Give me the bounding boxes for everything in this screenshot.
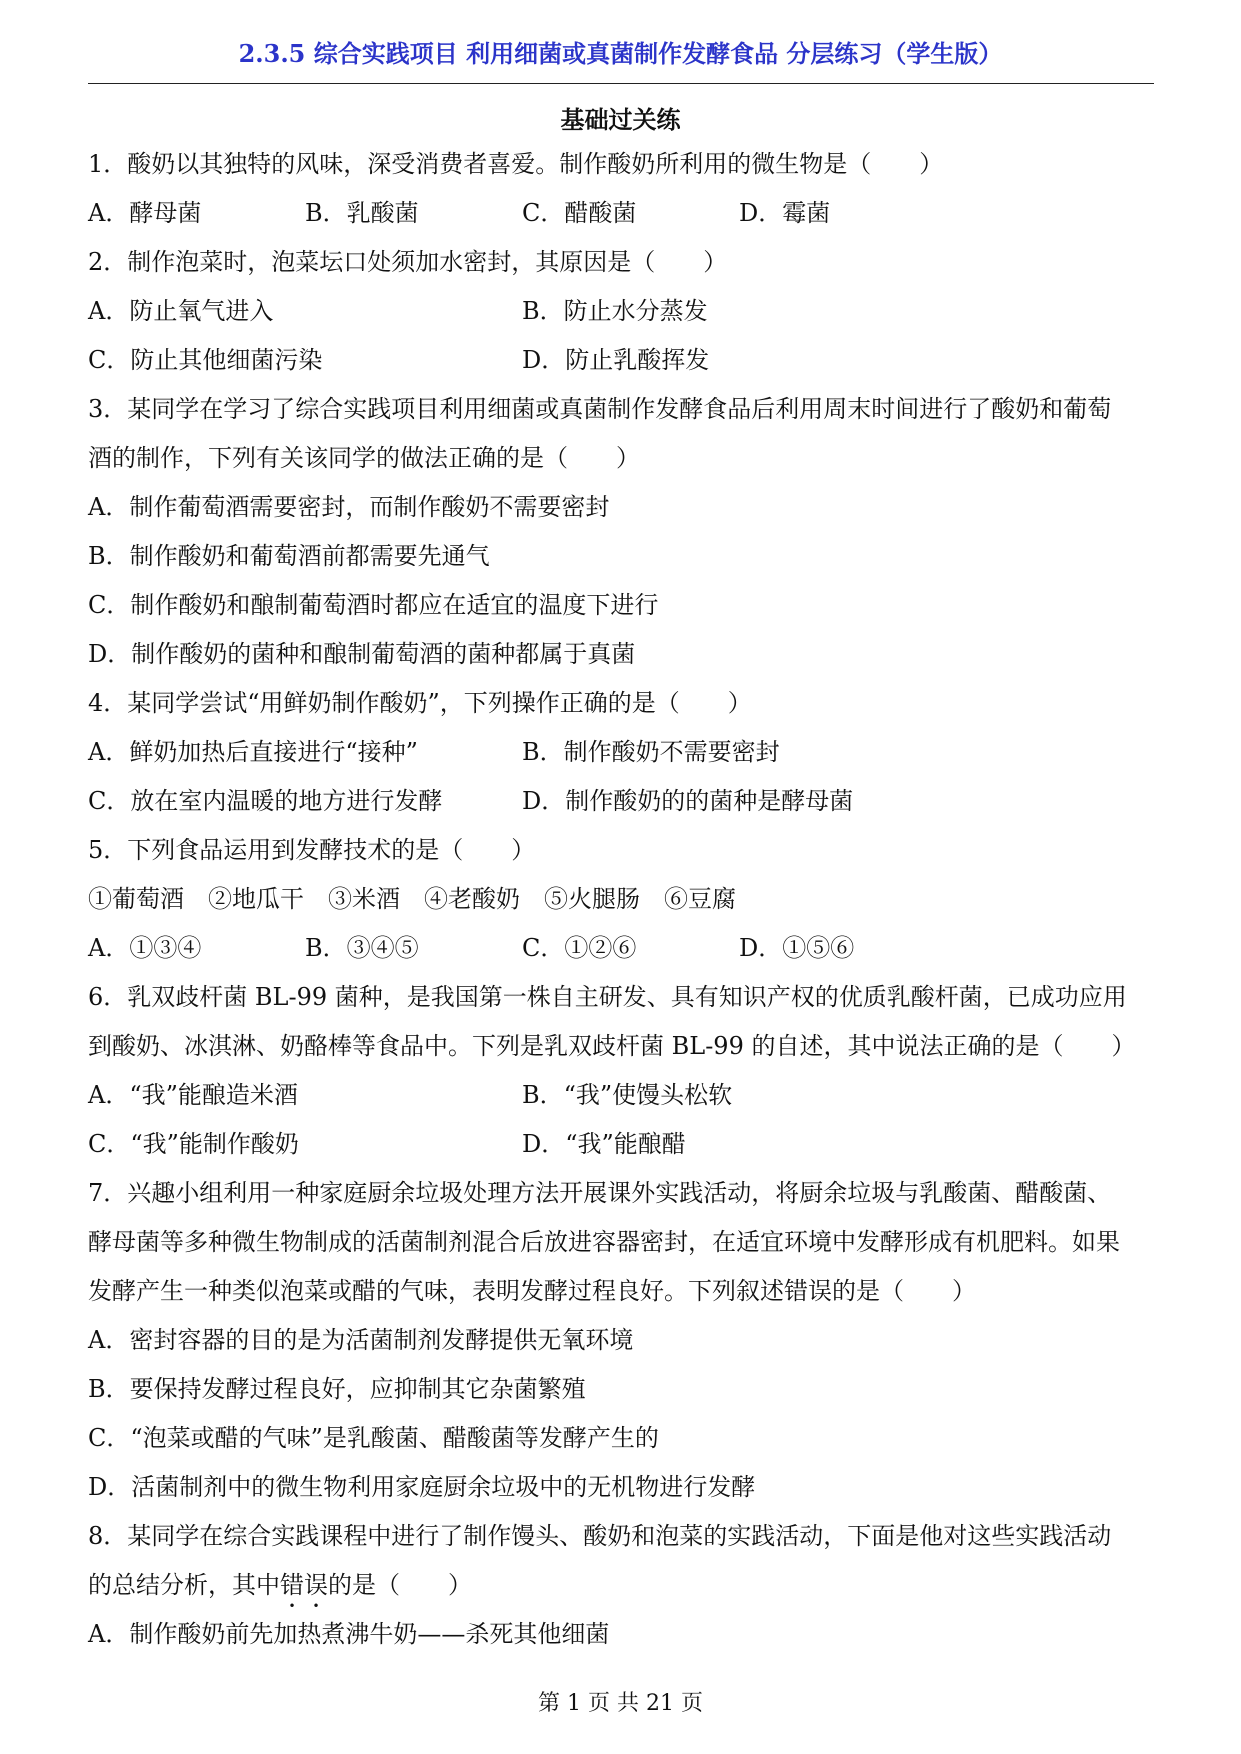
q5-option-d: D．①⑤⑥ — [739, 934, 855, 962]
question-6-options-row2 — [88, 1120, 1154, 1169]
question-6-options-row1 — [88, 1071, 1154, 1120]
question-7-stem-line1: 7．兴趣小组利用一种家庭厨余垃圾处理方法开展课外实践活动，将厨余垃圾与乳酸菌、醋酸菌、 — [88, 1179, 1112, 1207]
q3-option-c: C．制作酸奶和酿制葡萄酒时都应在适宜的温度下进行 — [88, 591, 659, 619]
q3-option-d: D．制作酸奶的菌种和酿制葡萄酒的菌种都属于真菌 — [88, 640, 636, 668]
q4-option-d: D．制作酸奶的的菌种是酵母菌 — [522, 787, 854, 815]
q6-option-d: D．“我”能酿醋 — [522, 1130, 686, 1158]
q1-option-c: C．醋酸菌 — [522, 199, 637, 227]
question-6-stem-line1: 6．乳双歧杆菌 BL-99 菌种，是我国第一株自主研发、具有知识产权的优质乳酸杆菌，已成功应用 — [88, 983, 1127, 1011]
header-divider — [88, 83, 1154, 84]
q5-option-b: B．③④⑤ — [305, 934, 419, 962]
q5-option-c: C．①②⑥ — [522, 934, 637, 962]
question-3-stem-line1: 3．某同学在学习了综合实践项目利用细菌或真菌制作发酵食品后利用周末时间进行了酸奶和葡萄 — [88, 395, 1112, 423]
question-8-stem-line2 — [88, 1561, 1154, 1610]
q6-option-a: A．“我”能酿造米酒 — [88, 1081, 298, 1109]
q1-option-b: B．乳酸菌 — [305, 199, 419, 227]
q2-option-c: C．防止其他细菌污染 — [88, 346, 323, 374]
q8-option-a: A．制作酸奶前先加热煮沸牛奶——杀死其他细菌 — [88, 1620, 610, 1648]
section-title: 基础过关练 — [560, 105, 681, 134]
q2-option-d: D．防止乳酸挥发 — [522, 346, 710, 374]
question-2-options-row2 — [88, 336, 1154, 385]
question-2-stem: 2．制作泡菜时，泡菜坛口处须加水密封，其原因是（ ） — [88, 248, 728, 276]
q7-option-b: B．要保持发酵过程良好，应抑制其它杂菌繁殖 — [88, 1375, 586, 1403]
q4-option-b: B．制作酸奶不需要密封 — [522, 738, 780, 766]
q4-option-c: C．放在室内温暖的地方进行发酵 — [88, 787, 443, 815]
q4-option-a: A．鲜奶加热后直接进行“接种” — [88, 738, 418, 766]
question-8-stem-line1: 8．某同学在综合实践课程中进行了制作馒头、酸奶和泡菜的实践活动，下面是他对这些实践活动 — [88, 1522, 1112, 1550]
q1-option-a: A．酵母菌 — [88, 199, 202, 227]
question-4-options-row1 — [88, 728, 1154, 777]
q7-option-a: A．密封容器的目的是为活菌制剂发酵提供无氧环境 — [88, 1326, 634, 1354]
question-1-stem: 1．酸奶以其独特的风味，深受消费者喜爱。制作酸奶所利用的微生物是（ ） — [88, 150, 944, 178]
question-5-stem: 5．下列食品运用到发酵技术的是（ ） — [88, 836, 536, 864]
question-2-options-row1 — [88, 287, 1154, 336]
q3-option-b: B．制作酸奶和葡萄酒前都需要先通气 — [88, 542, 490, 570]
q2-option-b: B．防止水分蒸发 — [522, 297, 708, 325]
question-1-options — [88, 189, 1154, 238]
question-6-stem-line2: 到酸奶、冰淇淋、奶酪棒等食品中。下列是乳双歧杆菌 BL-99 的自述，其中说法正确的是（ ） — [88, 1032, 1136, 1060]
q1-option-d: D．霉菌 — [739, 199, 831, 227]
question-3-stem-line2: 酒的制作，下列有关该同学的做法正确的是（ ） — [88, 444, 640, 472]
q8-stem-before: 的总结分析，其中 — [88, 1571, 280, 1599]
q8-emphasis-word: 错误 — [280, 1571, 328, 1599]
question-7-stem-line2: 酵母菌等多种微生物制成的活菌制剂混合后放进容器密封，在适宜环境中发酵形成有机肥料。如果 — [88, 1228, 1120, 1256]
q7-option-c: C．“泡菜或醋的气味”是乳酸菌、醋酸菌等发酵产生的 — [88, 1424, 659, 1452]
question-4-stem: 4．某同学尝试“用鲜奶制作酸奶”，下列操作正确的是（ ） — [88, 689, 752, 717]
q8-stem-after: 的是（ ） — [328, 1571, 472, 1599]
q6-option-b: B．“我”使馒头松软 — [522, 1081, 733, 1109]
q6-option-c: C．“我”能制作酸奶 — [88, 1130, 299, 1158]
question-5-items: ①葡萄酒 ②地瓜干 ③米酒 ④老酸奶 ⑤火腿肠 ⑥豆腐 — [88, 885, 736, 913]
question-list — [88, 140, 1154, 1659]
q2-option-a: A．防止氧气进入 — [88, 297, 274, 325]
q7-option-d: D．活菌制剂中的微生物利用家庭厨余垃圾中的无机物进行发酵 — [88, 1473, 756, 1501]
header-title: 2.3.5 综合实践项目 利用细菌或真菌制作发酵食品 分层练习（学生版） — [238, 39, 1003, 68]
question-7-stem-line3: 发酵产生一种类似泡菜或醋的气味，表明发酵过程良好。下列叙述错误的是（ ） — [88, 1277, 976, 1305]
question-5-options — [88, 924, 1154, 973]
page-footer: 第 1 页 共 21 页 — [538, 1691, 703, 1716]
q5-option-a: A．①③④ — [88, 934, 202, 962]
question-4-options-row2 — [88, 777, 1154, 826]
q3-option-a: A．制作葡萄酒需要密封，而制作酸奶不需要密封 — [88, 493, 610, 521]
